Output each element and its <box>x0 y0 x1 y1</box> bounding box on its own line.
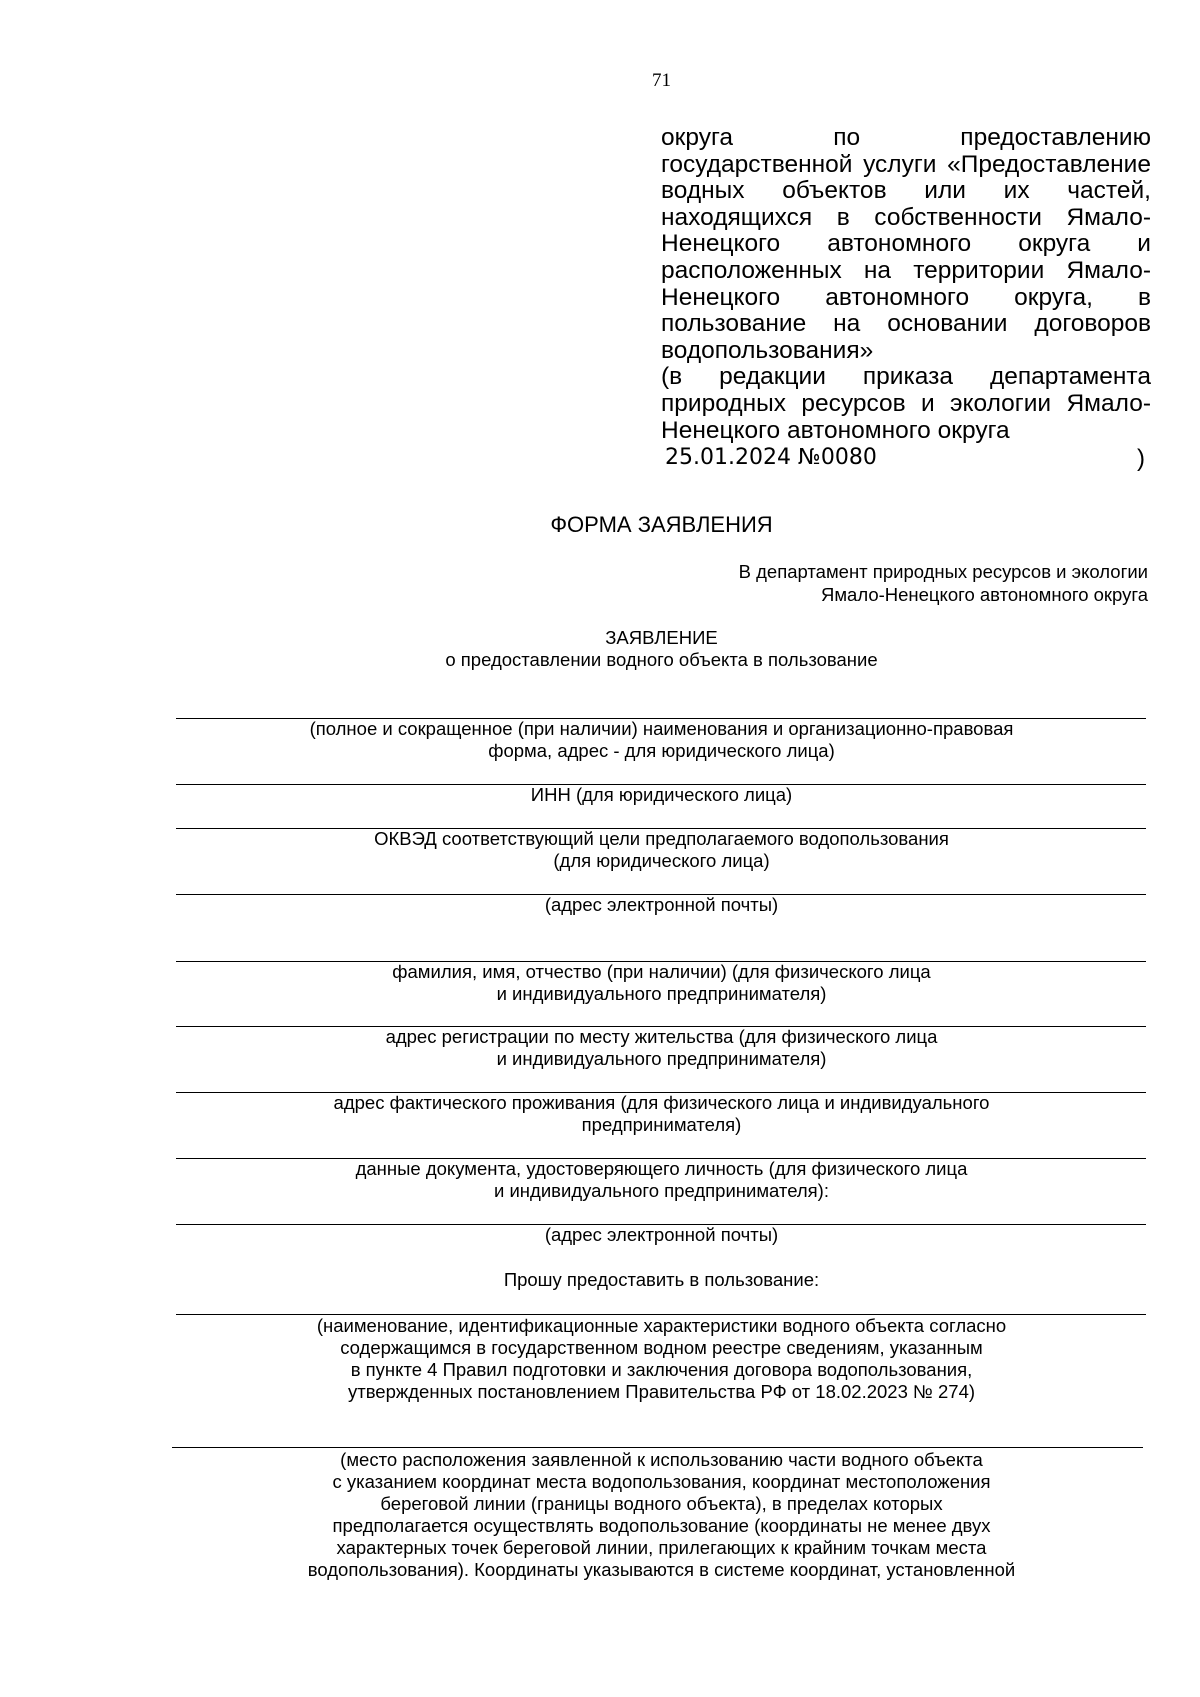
header-line: водных объектов или их частей, <box>661 177 1151 205</box>
caption-water-object <box>0 1315 1200 1403</box>
caption-line: предполагается осуществлять водопользование (координаты не менее двух <box>332 1515 991 1536</box>
header-line: водопользования» <box>661 336 874 364</box>
header-line: Ненецкого автономного округа <box>661 416 1010 444</box>
caption-line: и индивидуального предпринимателя): <box>494 1180 829 1201</box>
caption-line: форма, адрес - для юридического лица) <box>488 740 835 761</box>
caption-line: утвержденных постановлением Правительства РФ от 18.02.2023 № 274) <box>347 1381 976 1402</box>
caption-line: береговой линии (границы водного объекта), в пределах которых <box>380 1493 943 1514</box>
caption-line: и индивидуального предпринимателя) <box>496 983 827 1004</box>
caption-line: характерных точек береговой линии, прилегающих к крайним точкам места <box>336 1537 987 1558</box>
order-date-number: 25.01.2024 №0080 <box>665 445 877 470</box>
header-line: пользование на основании договоров <box>661 310 1151 338</box>
caption-organization <box>0 718 1200 762</box>
caption-registration-address <box>0 1026 1200 1070</box>
caption-line: (наименование, идентификационные характеристики водного объекта согласно <box>316 1315 1007 1336</box>
caption-actual-address <box>0 1092 1200 1136</box>
request-line: Прошу предоставить в пользование: <box>503 1269 820 1290</box>
approval-header <box>661 125 1151 444</box>
application-title <box>0 627 1200 671</box>
caption-line: с указанием координат места водопользования, координат местоположения <box>332 1471 991 1492</box>
header-line: округа по предоставлению <box>661 124 1151 151</box>
caption-line: (полное и сокращенное (при наличии) наименования и организационно-правовая <box>309 718 1014 739</box>
header-line: государственной услуги «Предоставление <box>661 150 1151 178</box>
header-line: Ненецкого автономного округа, в <box>661 283 1151 311</box>
caption-line: (адрес электронной почты) <box>544 894 779 915</box>
caption-email-individual <box>0 1224 1200 1246</box>
caption-inn <box>0 784 1200 806</box>
caption-line: (адрес электронной почты) <box>544 1224 779 1245</box>
caption-email-legal <box>0 894 1200 916</box>
addressee-line: Ямало-Ненецкого автономного округа <box>820 584 1148 605</box>
order-date-row <box>665 445 1145 475</box>
addressee-line: В департамент природных ресурсов и экологии <box>738 561 1148 582</box>
addressee <box>739 560 1148 606</box>
caption-line: в пункте 4 Правил подготовки и заключения договора водопользования, <box>350 1359 973 1380</box>
caption-line: адрес фактического проживания (для физического лица и индивидуального <box>333 1092 990 1113</box>
caption-line: и индивидуального предпринимателя) <box>496 1048 827 1069</box>
header-line: (в редакции приказа департамента <box>661 363 1151 391</box>
caption-identity-document <box>0 1158 1200 1202</box>
header-line: находящихся в собственности Ямало- <box>661 203 1151 231</box>
header-line: расположенных на территории Ямало- <box>661 256 1151 284</box>
caption-line: фамилия, имя, отчество (при наличии) (для физического лица <box>392 961 931 982</box>
caption-full-name <box>0 961 1200 1005</box>
page-number: 71 <box>652 70 671 91</box>
fill-line-location[interactable] <box>172 1447 1143 1448</box>
header-line: природных ресурсов и экологии Ямало- <box>661 389 1151 417</box>
caption-okved <box>0 828 1200 872</box>
caption-location <box>0 1449 1200 1581</box>
closing-paren: ) <box>1137 445 1145 472</box>
header-line: Ненецкого автономного округа и <box>661 230 1151 258</box>
application-subtitle: о предоставлении водного объекта в пользование <box>445 649 878 670</box>
caption-line: предпринимателя) <box>581 1114 742 1135</box>
caption-line: водопользования). Координаты указываются в системе координат, установленной <box>307 1559 1016 1580</box>
caption-line: ИНН (для юридического лица) <box>530 784 793 805</box>
caption-line: ОКВЭД соответствующий цели предполагаемого водопользования <box>374 828 949 849</box>
caption-line: (для юридического лица) <box>553 850 770 871</box>
caption-line: (место расположения заявленной к использованию части водного объекта <box>340 1449 983 1470</box>
application-heading: ЗАЯВЛЕНИЕ <box>605 627 718 648</box>
form-title: ФОРМА ЗАЯВЛЕНИЯ <box>550 512 773 537</box>
request-text <box>0 1269 1200 1291</box>
caption-line: содержащимся в государственном водном реестре сведениям, указанным <box>340 1337 983 1358</box>
caption-line: адрес регистрации по месту жительства (для физического лица <box>385 1026 938 1047</box>
caption-line: данные документа, удостоверяющего личность (для физического лица <box>355 1158 968 1179</box>
